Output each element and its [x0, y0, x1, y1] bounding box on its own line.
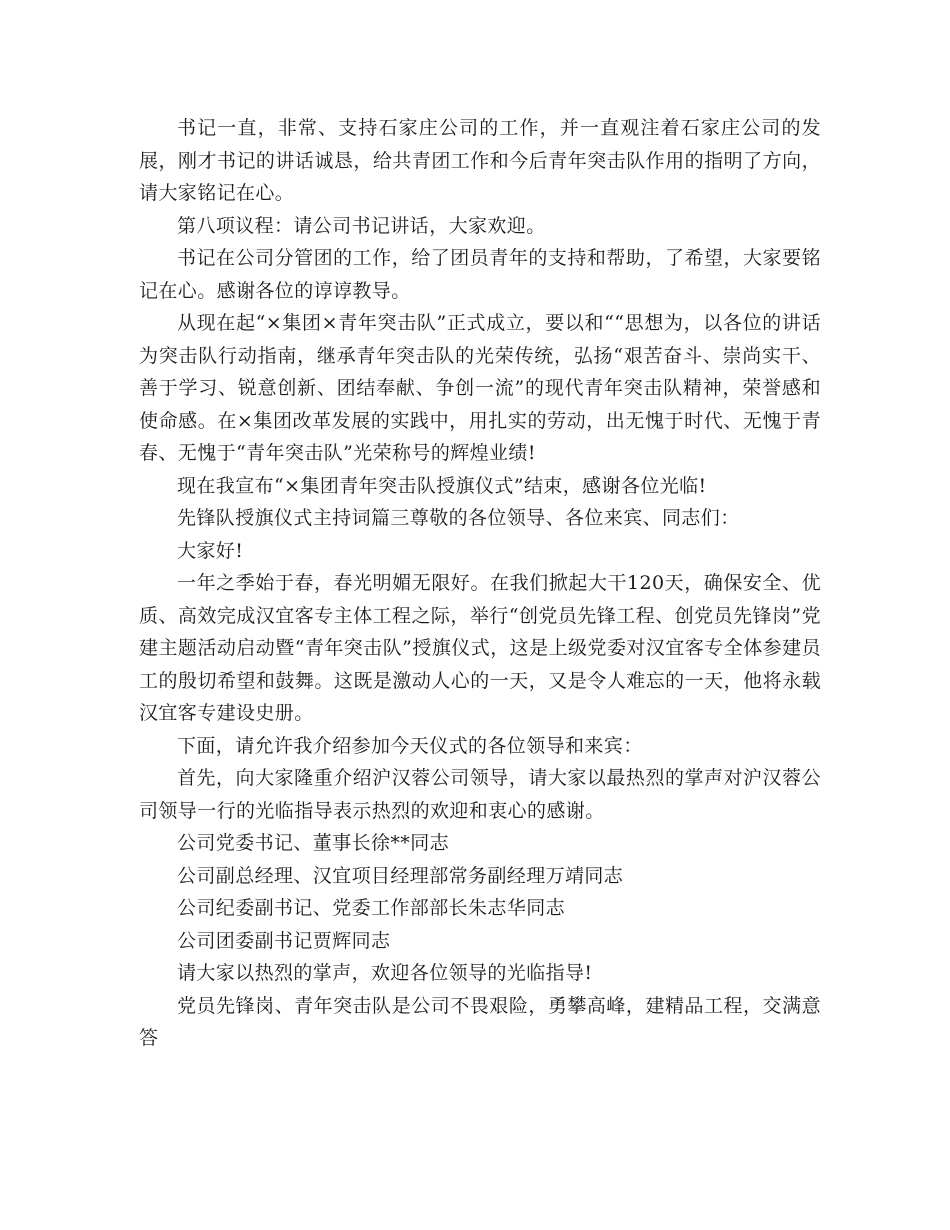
- paragraph: 一年之季始于春，春光明媚无限好。在我们掀起大干120天，确保安全、优质、高效完成汉宜客专主体工程之际，举行“创党员先锋工程、创党员先锋岗”党建主题活动启动暨“青年突击队”授旗仪式，这是上级党委对汉宜客专全体参建员工的殷切希望和鼓舞。这既是激动人心的一天，又是令人难忘的一天，他将永载汉宜客专建设史册。: [139, 572, 821, 724]
- paragraph: 下面，请允许我介绍参加今天仪式的各位领导和来宾：: [177, 734, 643, 757]
- paragraph: 从现在起“×集团×青年突击队”正式成立，要以和““思想为，以各位的讲话为突击队行动指南，继承青年突击队的光荣传统，弘扬“艰苦奋斗、崇尚实干、善于学习、锐意创新、团结奉献、争创一流”的现代青年突击队精神，荣誉感和使命感。在×集团改革发展的实践中，用扎实的劳动，出无愧于时代、无愧于青春、无愧于“青年突击队”光荣称号的辉煌业绩!: [139, 312, 821, 464]
- paragraph: 请大家以热烈的掌声，欢迎各位领导的光临指导!: [177, 962, 593, 984]
- paragraph: 书记一直，非常、支持石家庄公司的工作，并一直观注着石家庄公司的发展，刚才书记的讲话诚恳，给共青团工作和今后青年突击队作用的指明了方向，请大家铭记在心。: [139, 117, 821, 204]
- paragraph: 公司纪委副书记、党委工作部部长朱志华同志: [177, 897, 566, 919]
- paragraph: 大家好!: [177, 539, 244, 562]
- paragraph: 第八项议程：请公司书记讲话，大家欢迎。: [177, 214, 546, 237]
- paragraph: 现在我宣布“×集团青年突击队授旗仪式”结束，感谢各位光临!: [177, 474, 707, 497]
- paragraph: 公司副总经理、汉宜项目经理部常务副经理万靖同志: [177, 864, 624, 887]
- paragraph: 书记在公司分管团的工作，给了团员青年的支持和帮助，了希望，大家要铭记在心。感谢各位的谆谆教导。: [139, 247, 821, 302]
- paragraph: 公司党委书记、董事长徐**同志: [177, 832, 450, 854]
- paragraph: 党员先锋岗、青年突击队是公司不畏艰险，勇攀高峰，建精品工程，交满意答: [139, 994, 821, 1049]
- paragraph: 首先，向大家隆重介绍沪汉蓉公司领导，请大家以最热烈的掌声对沪汉蓉公司领导一行的光临指导表示热烈的欢迎和衷心的感谢。: [139, 767, 821, 822]
- paragraph: 公司团委副书记贾辉同志: [177, 929, 391, 952]
- paragraph: 先锋队授旗仪式主持词篇三尊敬的各位领导、各位来宾、同志们：: [177, 507, 740, 529]
- document-body: [139, 112, 821, 1055]
